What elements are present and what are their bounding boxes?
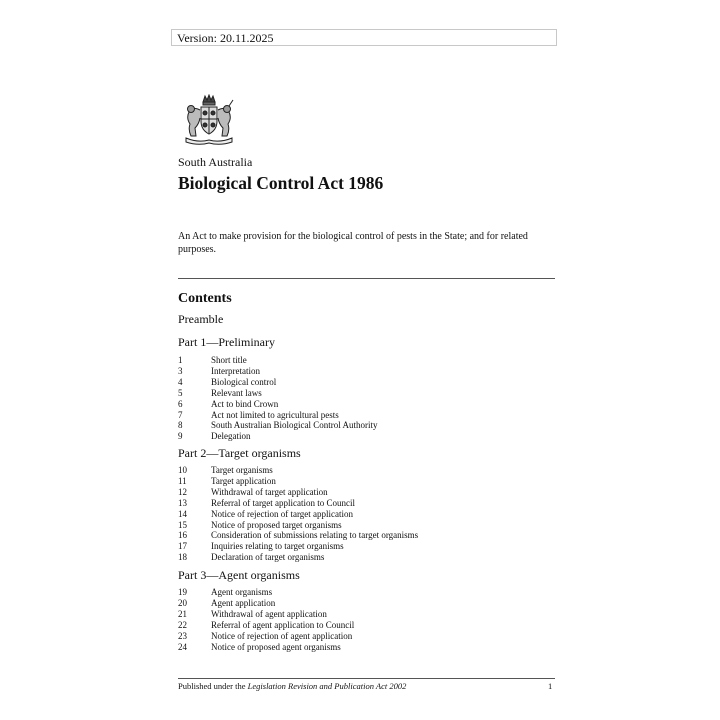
toc-entry[interactable] [178,420,378,431]
toc-entry-title: Delegation [211,431,251,442]
toc-entry-title: Target application [211,475,276,486]
toc-entry[interactable] [178,498,418,509]
toc-entry[interactable] [178,410,378,421]
toc-entry-title: Agent organisms [211,587,273,597]
toc-entry[interactable] [178,609,354,620]
toc-entry[interactable] [178,620,354,631]
toc-entry[interactable] [178,399,378,410]
toc-entry-number: 6 [178,398,183,409]
contents-heading: Contents [178,291,232,306]
toc-entry[interactable] [178,642,354,653]
toc-part-heading[interactable]: Part 1—Preliminary [178,335,275,349]
toc-part-heading[interactable]: Part 2—Target organisms [178,446,301,460]
toc-entry-number: 21 [178,608,187,619]
toc-entry-number: 8 [178,420,183,431]
toc-entry-title: Short title [211,355,247,365]
toc-entry[interactable] [178,431,378,442]
toc-entry[interactable] [178,476,418,487]
toc-entry-title: Declaration of target organisms [211,552,325,563]
toc-entry-number: 16 [178,530,187,541]
toc-entry-title: Relevant laws [211,387,262,398]
toc-entry-number: 13 [178,497,187,508]
toc-entry[interactable] [178,509,418,520]
toc-entry-number: 11 [178,475,187,486]
toc-entry-title: Consideration of submissions relating to target organisms [211,530,419,541]
footer-divider [178,678,555,679]
toc-entry-title: Notice of rejection of target application [211,508,354,519]
toc-entry-title: Notice of proposed target organisms [211,519,342,530]
toc-entry[interactable] [178,487,418,498]
toc-entry-number: 18 [178,552,187,563]
toc-entry[interactable] [178,366,378,377]
footer-act-name: Legislation Revision and Publication Act 2002 [247,681,407,691]
toc-entry-title: Interpretation [211,365,260,376]
toc-entry-number: 17 [178,541,187,552]
toc-part-2-list [178,465,418,563]
toc-entry-title: Referral of target application to Council [211,497,356,508]
toc-entry[interactable] [178,631,354,642]
toc-entry[interactable] [178,541,418,552]
toc-entry-number: 14 [178,508,187,519]
toc-entry-number: 12 [178,486,187,497]
toc-entry-title: Act not limited to agricultural pests [211,409,339,420]
act-title: Biological Control Act 1986 [178,173,384,193]
toc-entry[interactable] [178,377,378,388]
long-title: An Act to make provision for the biological control of pests in the State; and for related purposes. [178,231,528,255]
toc-entry-number: 1 [178,355,183,365]
toc-entry-title: Agent application [211,597,276,608]
toc-entry[interactable] [178,552,418,563]
toc-entry-title: Notice of proposed agent organisms [211,641,341,652]
toc-entry-number: 19 [178,587,187,597]
toc-entry-title: Target organisms [211,465,273,475]
toc-entry-number: 9 [178,431,183,442]
toc-part-3-list [178,587,354,652]
toc-entry[interactable] [178,598,354,609]
coat-of-arms-icon [180,94,238,146]
toc-entry-title: South Australian Biological Control Authority [211,420,378,431]
section-divider [178,278,555,279]
toc-entry-number: 3 [178,365,183,376]
jurisdiction-label: South Australia [178,155,253,169]
toc-entry[interactable] [178,587,354,598]
toc-part-1-list [178,355,378,442]
toc-preamble-link[interactable]: Preamble [178,312,224,326]
toc-entry-title: Biological control [211,376,277,387]
toc-entry-title: Notice of rejection of agent application [211,630,353,641]
toc-entry-title: Referral of agent application to Council [211,619,355,630]
toc-entry-number: 10 [178,465,187,475]
toc-entry-number: 7 [178,409,183,420]
footer-prefix: Published under the [178,681,248,691]
toc-entry[interactable] [178,355,378,366]
toc-entry-number: 15 [178,519,187,530]
toc-entry-number: 23 [178,630,187,641]
page-number: 1 [548,681,553,691]
toc-entry-number: 22 [178,619,187,630]
toc-part-heading[interactable]: Part 3—Agent organisms [178,568,300,582]
toc-entry-number: 20 [178,597,187,608]
version-label: Version: 20.11.2025 [171,29,557,46]
toc-entry-number: 5 [178,387,183,398]
toc-entry[interactable] [178,530,418,541]
toc-entry-title: Withdrawal of target application [211,486,328,497]
toc-entry-title: Inquiries relating to target organisms [211,541,344,552]
footer-publication-note [178,681,406,691]
toc-entry-number: 4 [178,376,183,387]
toc-entry[interactable] [178,465,418,476]
toc-entry[interactable] [178,520,418,531]
toc-entry[interactable] [178,388,378,399]
toc-entry-title: Act to bind Crown [211,398,279,409]
toc-entry-title: Withdrawal of agent application [211,608,327,619]
toc-entry-number: 24 [178,641,187,652]
